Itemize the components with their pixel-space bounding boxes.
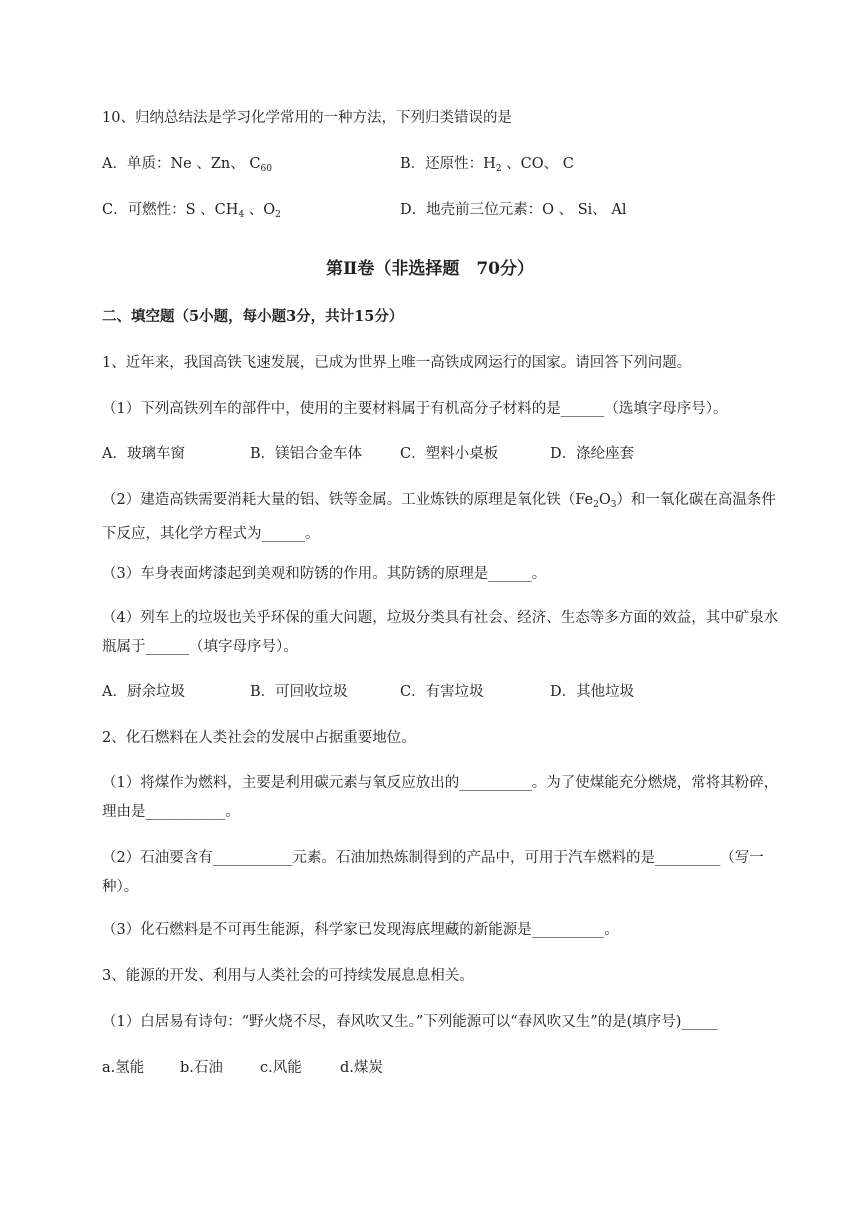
section-title: 二、填空题（5小题，每小题3分，共计15分） xyxy=(102,308,404,325)
q1-option-d: D．涤纶座套 xyxy=(550,446,635,462)
q1-part4: （4）列车上的垃圾也关乎环保的重大问题，垃圾分类具有社会、经济、生态等多方面的效益，其中矿泉水瓶属于______（填字母序号）。 xyxy=(102,610,779,655)
q3-part1: （1）白居易有诗句：“野火烧不尽，春风吹又生。”下列能源可以“春风吹又生”的是(填序号)_____ xyxy=(102,1014,718,1030)
q2-part1: （1）将煤作为燃料，主要是利用碳元素与氧反应放出的__________。为了使煤能充分燃烧，常将其粉碎，理由是___________。 xyxy=(102,775,779,820)
q1-p4-option-b: B．可回收垃圾 xyxy=(250,684,348,700)
q2-stem: 2、化石燃料在人类社会的发展中占据重要地位。 xyxy=(102,730,416,746)
q10-option-c: C．可燃性：S 、$CH_4$ 、$O_2$ xyxy=(102,202,281,220)
q10-option-a: A．单质：Ne 、Zn、 $C_{60}$ xyxy=(102,156,272,174)
q2-part3: （3）化石燃料是不可再生能源，科学家已发现海底埋藏的新能源是__________。 xyxy=(102,922,619,938)
q1-p4-option-d: D．其他垃圾 xyxy=(550,684,635,700)
part2-title: 第Ⅱ卷（非选择题 70分） xyxy=(326,259,534,279)
q3-stem: 3、能源的开发、利用与人类社会的可持续发展息息相关。 xyxy=(102,968,474,984)
q3-option-b: b.石油 xyxy=(180,1060,223,1076)
q10-option-b: B．还原性：$H_2$ 、CO、 C xyxy=(400,156,574,174)
q3-option-c: c.风能 xyxy=(260,1060,302,1076)
q10-stem: 10、归纳总结法是学习化学常用的一种方法，下列归类错误的是 xyxy=(102,110,512,126)
q10-option-d: D．地壳前三位元素：O 、 Si、 Al xyxy=(400,202,627,218)
q3-option-d: d.煤炭 xyxy=(340,1060,383,1076)
q1-option-c: C．塑料小桌板 xyxy=(400,446,499,462)
q1-part1: （1）下列高铁列车的部件中，使用的主要材料属于有机高分子材料的是______（选填字母序号）。 xyxy=(102,401,728,417)
q2-part2: （2）石油要含有___________元素。石油加热炼制得到的产品中，可用于汽车燃料的是_________（写一种）。 xyxy=(102,850,764,895)
q1-p4-option-a: A．厨余垃圾 xyxy=(102,684,185,700)
q1-option-a: A．玻璃车窗 xyxy=(102,446,185,462)
q1-stem: 1、近年来，我国高铁飞速发展，已成为世界上唯一高铁成网运行的国家。请回答下列问题。 xyxy=(102,355,692,371)
q3-option-a: a.氢能 xyxy=(102,1060,145,1076)
q1-part3: （3）车身表面烤漆起到美观和防锈的作用。其防锈的原理是______。 xyxy=(102,566,547,582)
q1-p4-option-c: C．有害垃圾 xyxy=(400,684,484,700)
q1-part2: （2）建造高铁需要消耗大量的铝、铁等金属。工业炼铁的原理是氧化铁$(Fe_2O_3)$和一氧化碳在高温条件下反应，其化学方程式为______。 xyxy=(102,492,776,542)
q1-option-b: B．镁铝合金车体 xyxy=(250,446,363,462)
